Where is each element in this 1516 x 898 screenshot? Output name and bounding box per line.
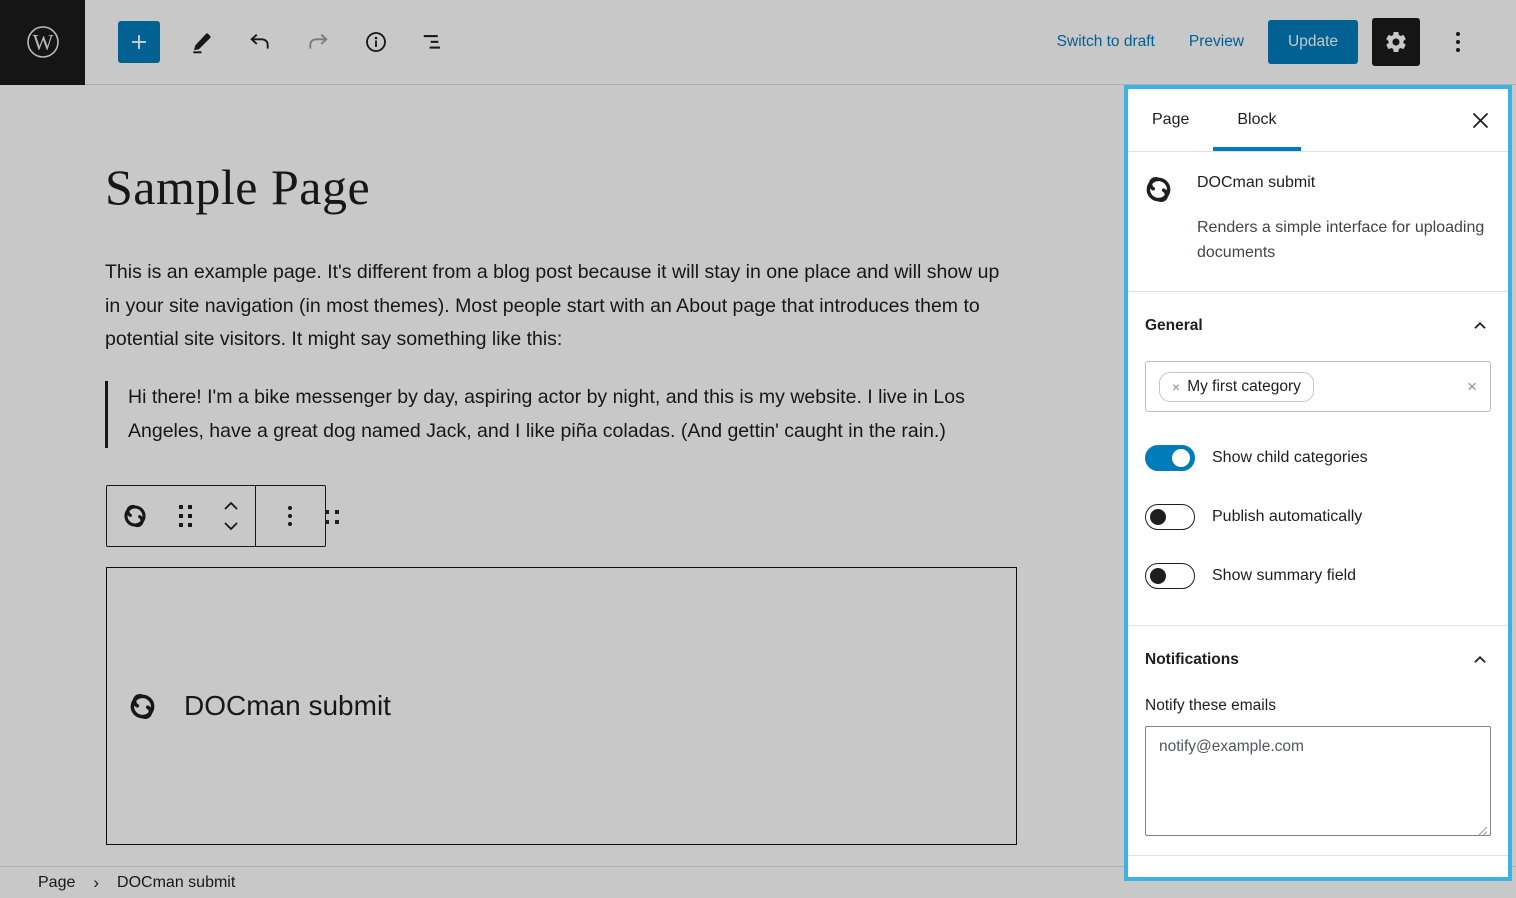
category-token-label: My first category xyxy=(1187,377,1301,395)
block-info-card xyxy=(1128,152,1508,292)
docman-swirl-icon xyxy=(1145,174,1197,203)
preview-button[interactable]: Preview xyxy=(1179,25,1254,59)
page-title[interactable]: Sample Page xyxy=(105,159,371,215)
tab-page[interactable]: Page xyxy=(1128,89,1213,151)
remove-token-icon[interactable]: × xyxy=(1172,378,1181,395)
toggle-label: Show summary field xyxy=(1212,567,1357,584)
general-toggles xyxy=(1145,445,1491,589)
block-card-description: Renders a simple interface for uploading documents xyxy=(1197,219,1485,261)
notifications-panel-header[interactable] xyxy=(1128,626,1508,693)
toggle-label: Show child categories xyxy=(1212,449,1368,466)
chevron-up-icon xyxy=(1469,649,1491,671)
toggle-knob xyxy=(1150,509,1166,525)
intro-paragraph[interactable]: This is an example page. It's different from a blog post because it will stay in one place and will show up in your site navigation (in most themes). Most people start with an About page that introduces them to potential site visitors. It might say something like this: xyxy=(105,261,1000,350)
close-icon xyxy=(1471,111,1490,130)
resize-grip-icon xyxy=(1477,825,1488,836)
toggle-knob xyxy=(1172,449,1190,467)
breadcrumb-current-block: DOCman submit xyxy=(117,873,236,891)
publish-automatically-toggle[interactable] xyxy=(1145,504,1195,530)
general-panel-title: General xyxy=(1145,316,1203,334)
chevron-up-icon xyxy=(1469,315,1491,337)
notify-emails-field-wrap xyxy=(1145,726,1491,841)
sidebar-bottom-divider xyxy=(1128,855,1508,856)
notifications-panel-title: Notifications xyxy=(1145,650,1239,668)
close-sidebar-button[interactable] xyxy=(1452,89,1508,151)
category-token-field[interactable] xyxy=(1145,361,1491,412)
settings-sidebar xyxy=(1124,85,1512,881)
update-button[interactable]: Update xyxy=(1268,20,1358,64)
clear-field-button[interactable]: × xyxy=(1467,376,1477,396)
toggle-row-publish-automatically xyxy=(1145,504,1491,530)
toggle-row-show-summary-field xyxy=(1145,563,1491,589)
notify-emails-label: Notify these emails xyxy=(1145,697,1276,714)
docman-block-label: DOCman submit xyxy=(184,690,391,721)
block-card-title: DOCman submit xyxy=(1197,174,1316,191)
show-child-categories-toggle[interactable] xyxy=(1145,445,1195,471)
category-token-chip xyxy=(1159,372,1314,402)
show-summary-field-toggle[interactable] xyxy=(1145,563,1195,589)
tab-block[interactable]: Block xyxy=(1213,89,1300,151)
toggle-label: Publish automatically xyxy=(1212,508,1363,525)
breadcrumb-separator: › xyxy=(93,872,100,892)
sidebar-tabs xyxy=(1128,89,1508,152)
svg-text:W: W xyxy=(32,29,53,55)
quote-block[interactable]: Hi there! I'm a bike messenger by day, aspiring actor by night, and this is my website. I live in Los Angeles, have a great dog named Jack, and I like piña coladas. (And gettin' caught in the rain.) xyxy=(105,381,1017,448)
switch-to-draft-button[interactable]: Switch to draft xyxy=(1047,25,1165,59)
toggle-knob xyxy=(1150,568,1166,584)
toggle-row-show-child-categories xyxy=(1145,445,1491,471)
general-panel-header[interactable] xyxy=(1128,292,1508,359)
notify-emails-textarea[interactable] xyxy=(1145,726,1491,836)
breadcrumb-page[interactable]: Page xyxy=(38,873,76,891)
